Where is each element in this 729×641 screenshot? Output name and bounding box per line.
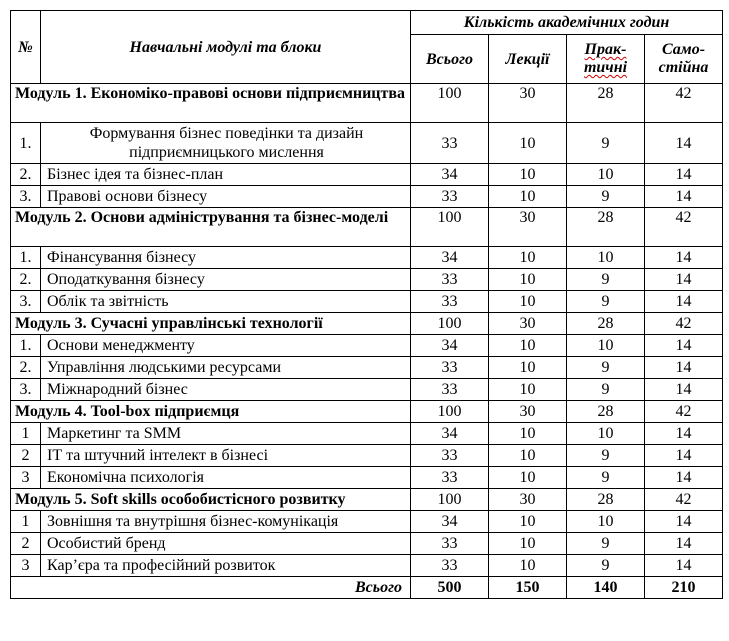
module-lectures: 30 xyxy=(489,401,567,423)
module-lectures: 30 xyxy=(489,313,567,335)
item-practical: 10 xyxy=(567,247,645,269)
table-row xyxy=(11,357,723,379)
module-practical: 28 xyxy=(567,401,645,423)
item-lectures: 10 xyxy=(489,335,567,357)
table-row xyxy=(11,445,723,467)
item-practical: 9 xyxy=(567,291,645,313)
module-lectures: 30 xyxy=(489,84,567,123)
item-number: 1 xyxy=(11,511,41,533)
totals-practical: 140 xyxy=(567,577,645,599)
totals-label: Всього xyxy=(11,577,411,599)
item-lectures: 10 xyxy=(489,533,567,555)
item-total: 34 xyxy=(411,335,489,357)
item-number: 3. xyxy=(11,379,41,401)
item-number: 2 xyxy=(11,445,41,467)
item-practical: 10 xyxy=(567,335,645,357)
item-practical: 10 xyxy=(567,511,645,533)
table-row xyxy=(11,291,723,313)
item-practical: 9 xyxy=(567,555,645,577)
totals-self: 210 xyxy=(645,577,723,599)
item-number: 1. xyxy=(11,247,41,269)
item-name: Фінансування бізнесу xyxy=(41,247,411,269)
item-self: 14 xyxy=(645,357,723,379)
item-number: 1. xyxy=(11,123,41,164)
item-self: 14 xyxy=(645,379,723,401)
item-practical: 9 xyxy=(567,533,645,555)
item-lectures: 10 xyxy=(489,423,567,445)
item-self: 14 xyxy=(645,467,723,489)
module-row xyxy=(11,313,723,335)
item-practical: 9 xyxy=(567,269,645,291)
item-practical: 10 xyxy=(567,164,645,186)
item-number: 2. xyxy=(11,357,41,379)
col-header-modules: Навчальні модулі та блоки xyxy=(41,11,411,84)
item-practical: 9 xyxy=(567,123,645,164)
item-self: 14 xyxy=(645,291,723,313)
table-row xyxy=(11,335,723,357)
table-row xyxy=(11,269,723,291)
item-practical: 10 xyxy=(567,423,645,445)
item-self: 14 xyxy=(645,123,723,164)
module-row xyxy=(11,489,723,511)
item-total: 33 xyxy=(411,291,489,313)
table-row xyxy=(11,247,723,269)
item-name: Правові основи бізнесу xyxy=(41,186,411,208)
item-number: 2. xyxy=(11,269,41,291)
item-total: 34 xyxy=(411,247,489,269)
module-row xyxy=(11,84,723,123)
item-name: Формування бізнес поведінки та дизайн підприємницького мислення xyxy=(41,123,411,164)
totals-row xyxy=(11,577,723,599)
totals-total: 500 xyxy=(411,577,489,599)
module-total: 100 xyxy=(411,208,489,247)
module-self: 42 xyxy=(645,84,723,123)
item-total: 33 xyxy=(411,357,489,379)
module-row xyxy=(11,208,723,247)
item-practical: 9 xyxy=(567,379,645,401)
col-header-selfstudy xyxy=(645,35,723,84)
item-practical: 9 xyxy=(567,186,645,208)
item-lectures: 10 xyxy=(489,247,567,269)
item-name: ІТ та штучний інтелект в бізнесі xyxy=(41,445,411,467)
module-practical: 28 xyxy=(567,313,645,335)
table-row xyxy=(11,533,723,555)
item-self: 14 xyxy=(645,269,723,291)
item-self: 14 xyxy=(645,555,723,577)
table-row xyxy=(11,186,723,208)
module-practical: 28 xyxy=(567,208,645,247)
item-self: 14 xyxy=(645,533,723,555)
item-total: 33 xyxy=(411,555,489,577)
item-lectures: 10 xyxy=(489,467,567,489)
item-total: 33 xyxy=(411,123,489,164)
module-self: 42 xyxy=(645,313,723,335)
item-self: 14 xyxy=(645,186,723,208)
item-self: 14 xyxy=(645,445,723,467)
item-lectures: 10 xyxy=(489,186,567,208)
item-total: 33 xyxy=(411,533,489,555)
table-row xyxy=(11,423,723,445)
item-lectures: 10 xyxy=(489,269,567,291)
module-title: Модуль 4. Tool-box підприємця xyxy=(11,401,411,423)
item-name: Облік та звітність xyxy=(41,291,411,313)
item-name: Управління людськими ресурсами xyxy=(41,357,411,379)
item-lectures: 10 xyxy=(489,291,567,313)
module-self: 42 xyxy=(645,208,723,247)
module-row xyxy=(11,401,723,423)
item-practical: 9 xyxy=(567,467,645,489)
item-lectures: 10 xyxy=(489,164,567,186)
item-self: 14 xyxy=(645,247,723,269)
table-row xyxy=(11,511,723,533)
item-self: 14 xyxy=(645,164,723,186)
item-number: 3. xyxy=(11,186,41,208)
col-header-selfstudy-line1: Само- xyxy=(661,41,706,58)
item-name: Кар’єра та професійний розвиток xyxy=(41,555,411,577)
item-lectures: 10 xyxy=(489,555,567,577)
module-total: 100 xyxy=(411,401,489,423)
item-self: 14 xyxy=(645,335,723,357)
item-total: 33 xyxy=(411,186,489,208)
item-name: Особистий бренд xyxy=(41,533,411,555)
module-total: 100 xyxy=(411,313,489,335)
module-title: Модуль 2. Основи адміністрування та бізнес-моделі xyxy=(11,208,411,247)
item-practical: 9 xyxy=(567,357,645,379)
item-total: 34 xyxy=(411,423,489,445)
item-lectures: 10 xyxy=(489,511,567,533)
table-row xyxy=(11,164,723,186)
col-header-practical-line2: тичні xyxy=(583,59,628,76)
item-lectures: 10 xyxy=(489,123,567,164)
curriculum-table xyxy=(10,10,723,599)
item-lectures: 10 xyxy=(489,379,567,401)
module-lectures: 30 xyxy=(489,489,567,511)
item-number: 3 xyxy=(11,555,41,577)
item-number: 2 xyxy=(11,533,41,555)
item-name: Економічна психологія xyxy=(41,467,411,489)
item-lectures: 10 xyxy=(489,357,567,379)
col-header-practical-line1: Прак- xyxy=(584,41,627,58)
module-practical: 28 xyxy=(567,84,645,123)
module-total: 100 xyxy=(411,489,489,511)
item-lectures: 10 xyxy=(489,445,567,467)
module-title: Модуль 5. Soft skills особобистісного розвитку xyxy=(11,489,411,511)
item-total: 33 xyxy=(411,467,489,489)
table-row xyxy=(11,467,723,489)
item-self: 14 xyxy=(645,511,723,533)
item-number: 1. xyxy=(11,335,41,357)
table-row xyxy=(11,123,723,164)
item-number: 2. xyxy=(11,164,41,186)
item-name: Бізнес ідея та бізнес-план xyxy=(41,164,411,186)
col-header-hours: Кількість академічних годин xyxy=(411,11,723,35)
item-name: Маркетинг та SMM xyxy=(41,423,411,445)
module-self: 42 xyxy=(645,489,723,511)
item-name: Міжнародний бізнес xyxy=(41,379,411,401)
item-total: 33 xyxy=(411,379,489,401)
item-number: 1 xyxy=(11,423,41,445)
module-title: Модуль 1. Економіко-правові основи підприємництва xyxy=(11,84,411,123)
table-row xyxy=(11,379,723,401)
item-total: 34 xyxy=(411,164,489,186)
col-header-lectures: Лекції xyxy=(489,35,567,84)
module-lectures: 30 xyxy=(489,208,567,247)
table-row xyxy=(11,555,723,577)
item-self: 14 xyxy=(645,423,723,445)
item-number: 3. xyxy=(11,291,41,313)
module-self: 42 xyxy=(645,401,723,423)
item-practical: 9 xyxy=(567,445,645,467)
module-total: 100 xyxy=(411,84,489,123)
item-number: 3 xyxy=(11,467,41,489)
totals-lectures: 150 xyxy=(489,577,567,599)
item-name: Зовнішня та внутрішня бізнес-комунікація xyxy=(41,511,411,533)
item-name: Оподаткування бізнесу xyxy=(41,269,411,291)
item-name: Основи менеджменту xyxy=(41,335,411,357)
col-header-total: Всього xyxy=(411,35,489,84)
col-header-selfstudy-line2: стійна xyxy=(658,59,709,76)
module-practical: 28 xyxy=(567,489,645,511)
item-total: 33 xyxy=(411,269,489,291)
item-total: 34 xyxy=(411,511,489,533)
item-total: 33 xyxy=(411,445,489,467)
col-header-number: № xyxy=(11,11,41,84)
module-title: Модуль 3. Сучасні управлінські технології xyxy=(11,313,411,335)
col-header-practical xyxy=(567,35,645,84)
